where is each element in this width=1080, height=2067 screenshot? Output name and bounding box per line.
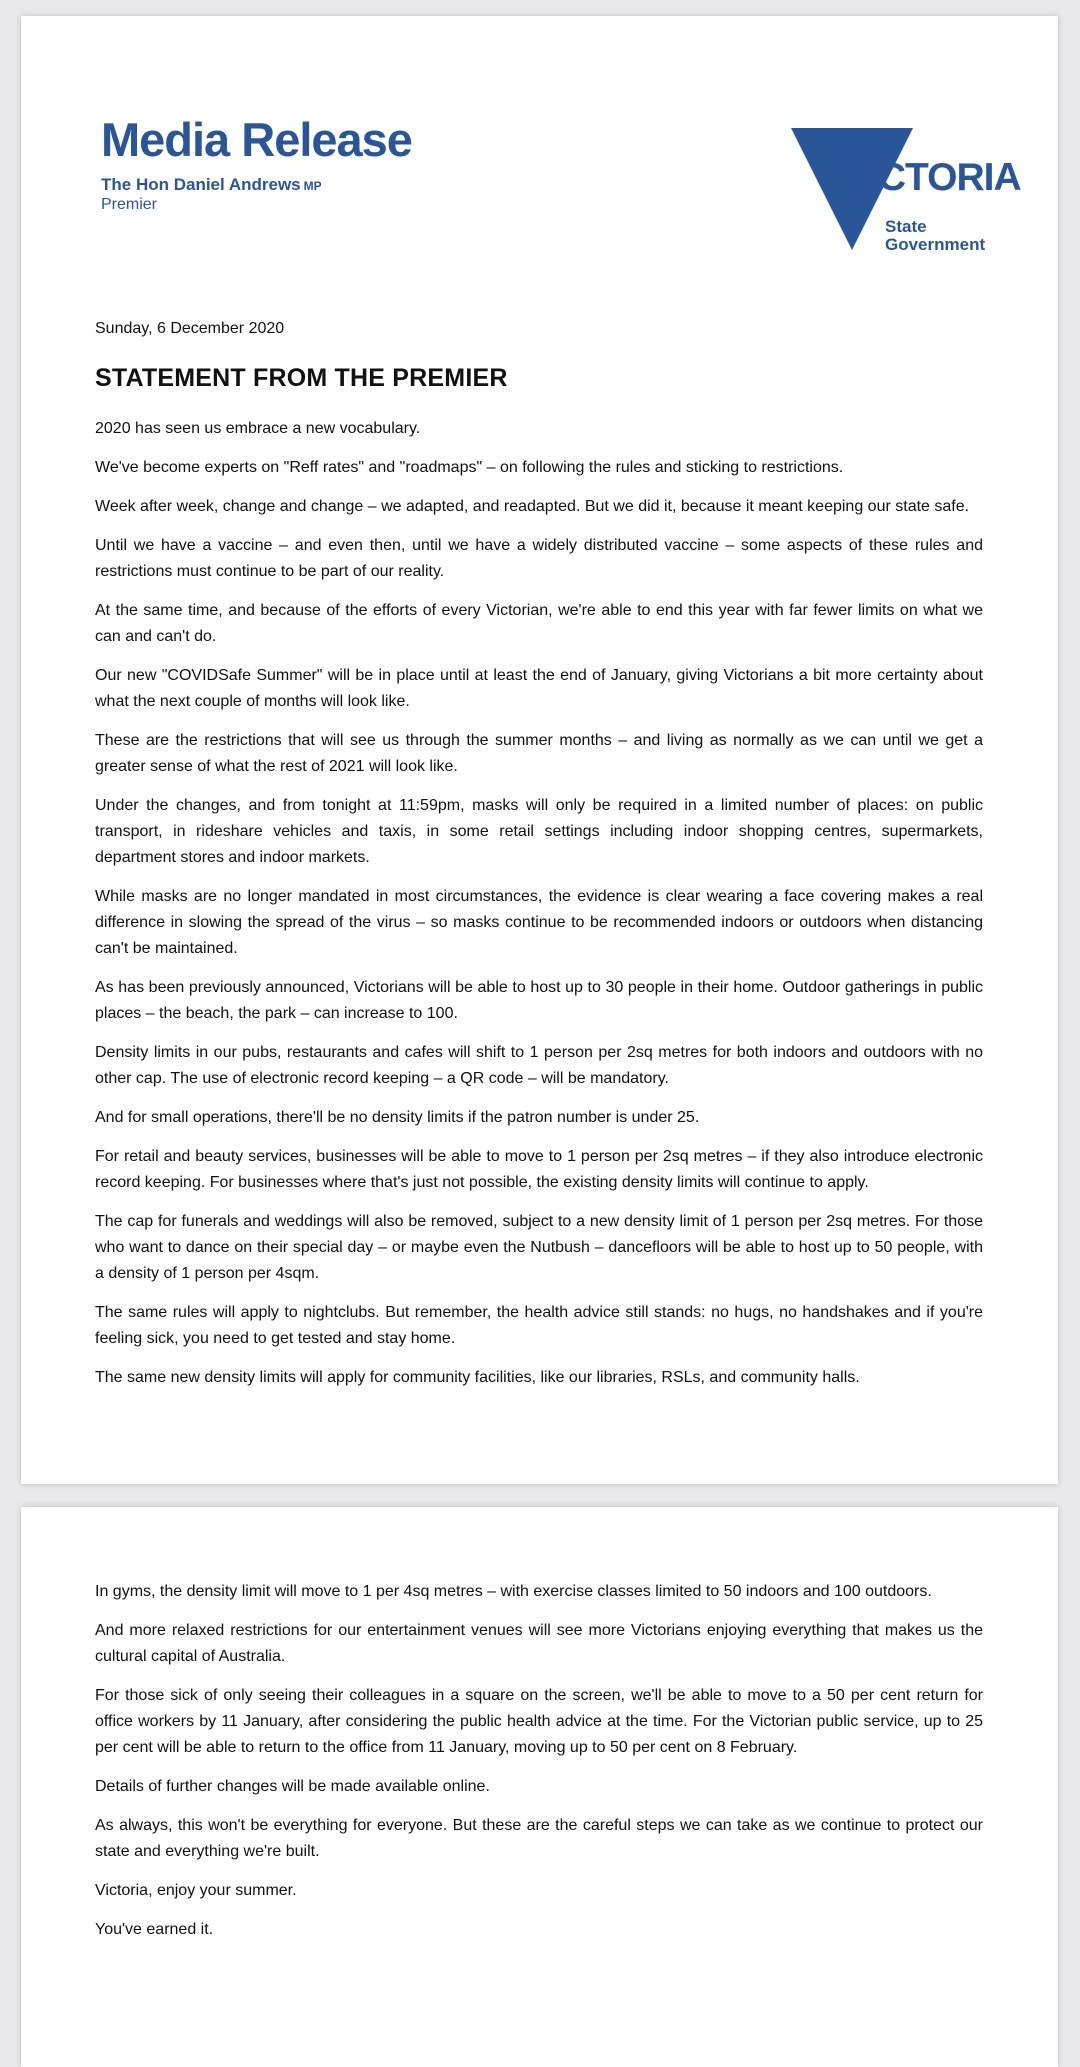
page-2-body: [95, 1579, 983, 1956]
paragraph: For those sick of only seeing their colleagues in a square on the screen, we'll be able to move to a 50 per cent return for office workers by 11 January, after considering the public health advice at the time. For the Victorian public service, up to 25 per cent will be able to return to the office from 11 January, moving up to 50 per cent on 8 February.: [95, 1687, 983, 1756]
header-role: Premier: [101, 196, 158, 213]
paragraph: And more relaxed restrictions for our entertainment venues will see more Victorians enjoying everything that makes us the cultural capital of Australia.: [95, 1622, 983, 1665]
paragraph: Victoria, enjoy your summer.: [95, 1882, 297, 1899]
paragraph: At the same time, and because of the efforts of every Victorian, we're able to end this year with far fewer limits on what we can and can't do.: [95, 602, 983, 645]
logo-sub-government: Government: [885, 235, 986, 254]
header-name: [101, 175, 412, 195]
paragraph: Week after week, change and change – we adapted, and readapted. But we did it, because it meant keeping our state safe.: [95, 498, 970, 515]
statement-heading: STATEMENT FROM THE PREMIER: [95, 364, 508, 392]
paragraph: You've earned it.: [95, 1921, 214, 1938]
media-release-header: [101, 113, 412, 214]
paragraph: While masks are no longer mandated in most circumstances, the evidence is clear wearing a face covering makes a real difference in slowing the spread of the virus – so masks continue to be recommended indoors or outdoors when distancing can't be maintained.: [95, 888, 983, 957]
logo-word: VICTORIA: [843, 156, 1021, 199]
paragraph: Density limits in our pubs, restaurants and cafes will shift to 1 person per 2sq metres for both indoors and outdoors with no other cap. The use of electronic record keeping – a QR code – will be mandatory.: [95, 1044, 983, 1087]
paragraph: The same rules will apply to nightclubs. But remember, the health advice still stands: no hugs, no handshakes and if you're feeling sick, you need to get tested and stay home.: [95, 1304, 983, 1347]
paragraph: Until we have a vaccine – and even then, until we have a widely distributed vaccine – some aspects of these rules and restrictions must continue to be part of our reality.: [95, 537, 983, 580]
paragraph: The same new density limits will apply for community facilities, like our libraries, RSLs, and community halls.: [95, 1369, 860, 1386]
paragraph: These are the restrictions that will see us through the summer months – and living as normally as we can until we get a greater sense of what the rest of 2021 will look like.: [95, 732, 983, 775]
paragraph: For retail and beauty services, businesses will be able to move to 1 person per 2sq metres – if they also introduce electronic record keeping. For businesses where that's just not possible, the existing density limits will continue to apply.: [95, 1148, 983, 1191]
document-page-1: [21, 16, 1058, 1484]
paragraph: Our new "COVIDSafe Summer" will be in place until at least the end of January, giving Victorians a bit more certainty about what the next couple of months will look like.: [95, 667, 983, 710]
paragraph: And for small operations, there'll be no density limits if the patron number is under 25.: [95, 1109, 700, 1126]
header-name-suffix: MP: [303, 179, 322, 193]
header-title: Media Release: [101, 113, 412, 166]
document-page-2: [21, 1507, 1058, 2067]
victoria-state-government-logo: [791, 128, 1021, 268]
paragraph: 2020 has seen us embrace a new vocabulary.: [95, 420, 421, 437]
paragraph: The cap for funerals and weddings will also be removed, subject to a new density limit of 1 person per 2sq metres. For those who want to dance on their special day – or maybe even the Nutbush – dancefloors will be able to host up to 50 people, with a density of 1 person per 4sqm.: [95, 1213, 983, 1282]
paragraph: We've become experts on "Reff rates" and "roadmaps" – on following the rules and sticking to restrictions.: [95, 459, 844, 476]
release-date: Sunday, 6 December 2020: [95, 320, 285, 337]
paragraph: Under the changes, and from tonight at 11:59pm, masks will only be required in a limited number of places: on public transport, in rideshare vehicles and taxis, in some retail settings including indoor shopping centres, supermarkets, department stores and indoor markets.: [95, 797, 983, 866]
page-1-body: [95, 416, 983, 1404]
logo-sub-state: State: [885, 217, 927, 236]
paragraph: Details of further changes will be made available online.: [95, 1778, 490, 1795]
paragraph: As has been previously announced, Victorians will be able to host up to 30 people in their home. Outdoor gatherings in public places – the beach, the park – can increase to 100.: [95, 979, 983, 1022]
paragraph: As always, this won't be everything for everyone. But these are the careful steps we can take as we continue to protect our state and everything we're built.: [95, 1817, 983, 1860]
header-name-text: The Hon Daniel Andrews: [101, 175, 301, 194]
paragraph: In gyms, the density limit will move to 1 per 4sq metres – with exercise classes limited to 50 indoors and 100 outdoors.: [95, 1583, 932, 1600]
